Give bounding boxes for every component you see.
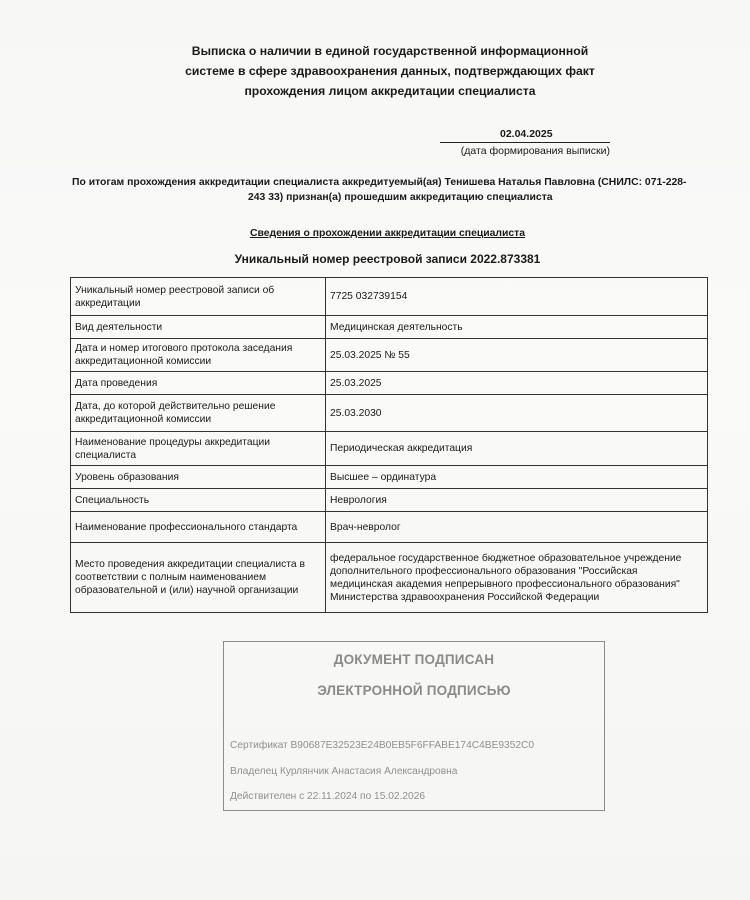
intro-paragraph <box>72 175 712 205</box>
issue-date-block <box>440 128 610 157</box>
stamp-owner: Владелец Курлянчик Анастасия Александровна <box>230 766 458 777</box>
stamp-title-line-2: ЭЛЕКТРОННОЙ ПОДПИСЬЮ <box>317 683 511 698</box>
title-line-3: прохождения лицом аккредитации специалиста <box>244 84 536 98</box>
table-row <box>71 316 708 339</box>
row-value: 25.03.2025 <box>326 372 708 395</box>
stamp-validity: Действителен с 22.11.2024 по 15.02.2026 <box>230 791 426 802</box>
row-label: Наименование процедуры аккредитации специалиста <box>71 432 326 466</box>
row-value: Неврология <box>326 489 708 512</box>
title-line-1: Выписка о наличии в единой государственной информационной <box>191 44 589 58</box>
row-label: Дата и номер итогового протокола заседания аккредитационной комиссии <box>71 339 326 372</box>
electronic-signature-stamp <box>223 641 605 811</box>
document-title <box>100 41 680 101</box>
row-value: Периодическая аккредитация <box>326 432 708 466</box>
table-row <box>71 489 708 512</box>
issue-date: 02.04.2025 <box>440 128 610 143</box>
issue-date-caption: (дата формирования выписки) <box>460 145 610 157</box>
table-row <box>71 512 708 543</box>
table-row <box>71 395 708 432</box>
table-row <box>71 543 708 613</box>
row-value: 25.03.2025 № 55 <box>326 339 708 372</box>
stamp-title-line-1: ДОКУМЕНТ ПОДПИСАН <box>333 652 495 667</box>
table-row <box>71 278 708 316</box>
row-label: Уникальный номер реестровой записи об аккредитации <box>71 278 326 316</box>
row-value: 7725 032739154 <box>326 278 708 316</box>
section-heading: Сведения о прохождении аккредитации специалиста <box>249 228 526 239</box>
row-value: Высшее – ординатура <box>326 466 708 489</box>
table-row <box>71 372 708 395</box>
row-label: Специальность <box>71 489 326 512</box>
table-row <box>71 339 708 372</box>
row-value: федеральное государственное бюджетное образовательное учреждение дополнительного профессионального образования "Российская медицинская академия непрерывного профессионального образования" Министерства здравоохранения Российской Федерации <box>326 543 708 613</box>
accreditation-table <box>70 277 708 613</box>
row-value: Врач-невролог <box>326 512 708 543</box>
registry-number-heading: Уникальный номер реестровой записи 2022.873381 <box>234 252 541 266</box>
table-row <box>71 432 708 466</box>
row-label: Вид деятельности <box>71 316 326 339</box>
row-label: Место проведения аккредитации специалиста в соответствии с полным наименованием образовательной и (или) научной организации <box>71 543 326 613</box>
row-label: Наименование профессионального стандарта <box>71 512 326 543</box>
row-label: Дата проведения <box>71 372 326 395</box>
title-line-2: системе в сфере здравоохранения данных, подтверждающих факт <box>185 64 595 78</box>
intro-line-2: 243 33) признан(а) прошедшим аккредитацию специалиста <box>248 192 553 203</box>
stamp-certificate: Сертификат B90687E32523E24B0EB5F6FFABE174C4BE9352C0 <box>230 740 535 751</box>
table-row <box>71 466 708 489</box>
intro-line-1: По итогам прохождения аккредитации специалиста аккредитуемый(ая) Тенишева Наталья Павловна (СНИЛС: 071-228- <box>72 177 687 188</box>
row-label: Дата, до которой действительно решение аккредитационной комиссии <box>71 395 326 432</box>
row-label: Уровень образования <box>71 466 326 489</box>
row-value: 25.03.2030 <box>326 395 708 432</box>
row-value: Медицинская деятельность <box>326 316 708 339</box>
